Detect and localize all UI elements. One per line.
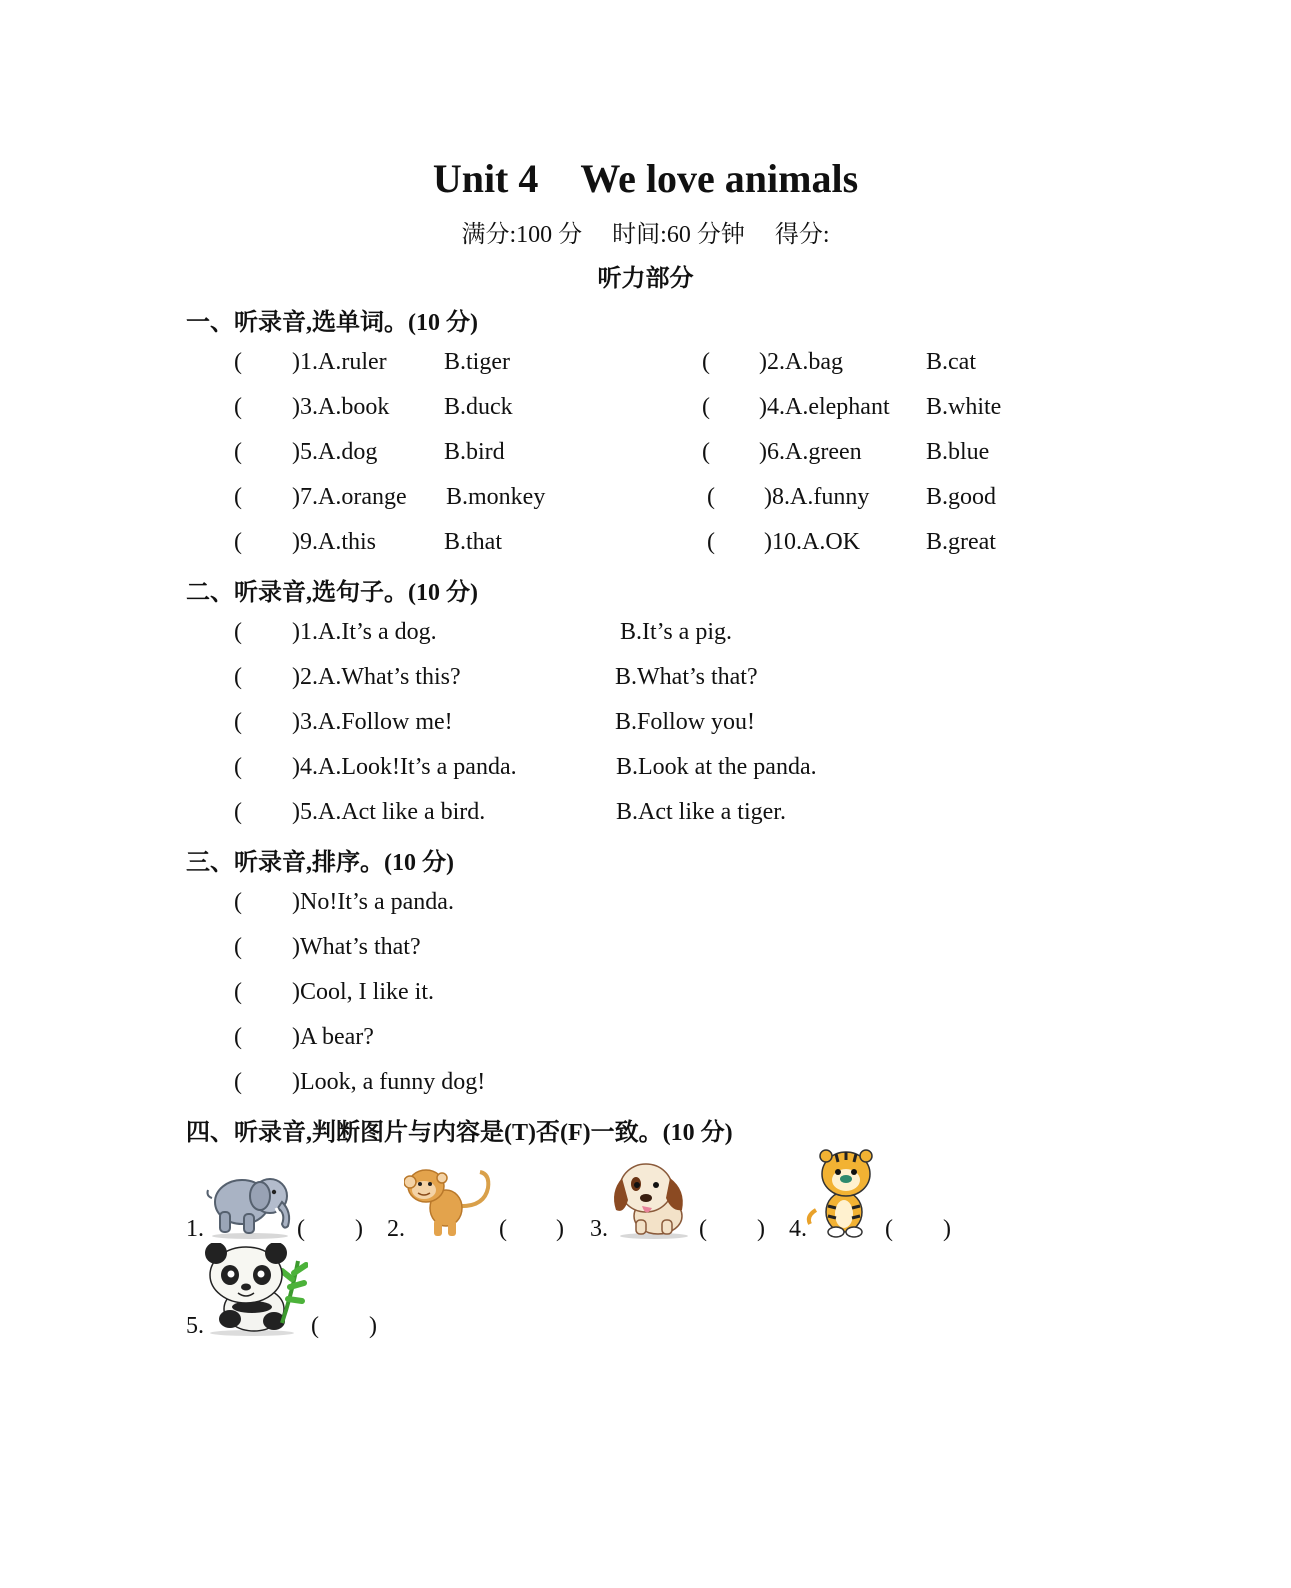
q1-item-10: )10.A.OK [764,529,860,555]
q1-item-9-b: B.that [444,529,502,555]
answer-open-paren: ( [702,394,710,420]
q1-item-8: )8.A.funny [764,484,870,510]
q1-item-3: )3.A.book [292,394,390,420]
q3-line-3: )Cool, I like it. [292,979,434,1005]
q2-item-3-a: )3.A.Follow me! [292,709,453,735]
answer-open-paren: ( [234,484,242,510]
q3-line-1: )No!It’s a panda. [292,889,454,915]
q3-line-4: )A bear? [292,1024,374,1050]
q2-item-4-b: B.Look at the panda. [616,754,817,780]
monkey-icon [404,1162,496,1240]
q2-item-1-b: B.It’s a pig. [620,619,732,645]
answer-close-paren: ) [355,1216,363,1242]
answer-open-paren: ( [234,979,242,1005]
answer-open-paren: ( [702,349,710,375]
answer-open-paren: ( [234,664,242,690]
answer-open-paren: ( [234,439,242,465]
q1-item-4-b: B.white [926,394,1002,420]
dog-icon [606,1156,698,1240]
q1-item-8-b: B.good [926,484,997,510]
full-score: 满分:100 分 [461,222,583,248]
answer-open-paren: ( [234,889,242,915]
section-heading-3: 三、听录音,排序。(10 分) [186,850,454,876]
q1-item-2: )2.A.bag [759,349,843,375]
answer-open-paren: ( [234,1069,242,1095]
answer-open-paren: ( [234,619,242,645]
answer-close-paren: ) [369,1313,377,1339]
answer-open-paren: ( [702,439,710,465]
q2-item-3-b: B.Follow you! [615,709,756,735]
answer-close-paren: ) [757,1216,765,1242]
answer-open-paren: ( [707,484,715,510]
q1-item-5-b: B.bird [444,439,505,465]
tiger-icon [806,1148,884,1240]
q4-num-1: 1. [186,1216,204,1242]
answer-open-paren: ( [885,1216,893,1242]
elephant-icon [204,1166,296,1240]
part-title: 听力部分 [597,266,694,292]
q1-item-5: )5.A.dog [292,439,378,465]
answer-open-paren: ( [234,799,242,825]
answer-close-paren: ) [556,1216,564,1242]
q2-item-5-a: )5.A.Act like a bird. [292,799,486,825]
q1-item-6-b: B.blue [926,439,990,465]
q1-item-10-b: B.great [926,529,996,555]
q3-line-2: )What’s that? [292,934,421,960]
q4-num-2: 2. [387,1216,405,1242]
title-name: We love animals [580,156,859,201]
panda-icon [202,1243,308,1337]
page-title [0,155,1291,202]
answer-open-paren: ( [311,1313,319,1339]
section-heading-4: 四、听录音,判断图片与内容是(T)否(F)一致。(10 分) [186,1120,733,1146]
section-heading-2: 二、听录音,选句子。(10 分) [186,580,478,606]
score-field: 得分: [774,222,830,248]
q1-item-7: )7.A.orange [292,484,407,510]
q2-item-2-b: B.What’s that? [615,664,758,690]
q4-num-5: 5. [186,1313,204,1339]
section-heading-1: 一、听录音,选单词。(10 分) [186,310,478,336]
q1-item-6: )6.A.green [759,439,862,465]
q2-item-2-a: )2.A.What’s this? [292,664,461,690]
answer-open-paren: ( [234,934,242,960]
answer-open-paren: ( [707,529,715,555]
answer-open-paren: ( [234,349,242,375]
answer-open-paren: ( [234,1024,242,1050]
answer-open-paren: ( [499,1216,507,1242]
answer-open-paren: ( [234,529,242,555]
time-limit: 时间:60 分钟 [612,222,745,248]
q1-item-7-b: B.monkey [446,484,546,510]
answer-open-paren: ( [297,1216,305,1242]
q1-item-1-b: B.tiger [444,349,510,375]
q1-item-1: )1.A.ruler [292,349,387,375]
q1-item-2-b: B.cat [926,349,976,375]
q3-line-5: )Look, a funny dog! [292,1069,486,1095]
exam-meta [0,214,1291,249]
answer-open-paren: ( [234,709,242,735]
q2-item-1-a: )1.A.It’s a dog. [292,619,437,645]
q2-item-4-a: )4.A.Look!It’s a panda. [292,754,517,780]
q1-item-9: )9.A.this [292,529,376,555]
q4-num-3: 3. [590,1216,608,1242]
answer-close-paren: ) [943,1216,951,1242]
q2-item-5-b: B.Act like a tiger. [616,799,786,825]
q4-num-4: 4. [789,1216,807,1242]
title-unit: Unit 4 [432,156,539,201]
q1-item-3-b: B.duck [444,394,513,420]
answer-open-paren: ( [234,394,242,420]
answer-open-paren: ( [699,1216,707,1242]
answer-open-paren: ( [234,754,242,780]
q1-item-4: )4.A.elephant [759,394,890,420]
